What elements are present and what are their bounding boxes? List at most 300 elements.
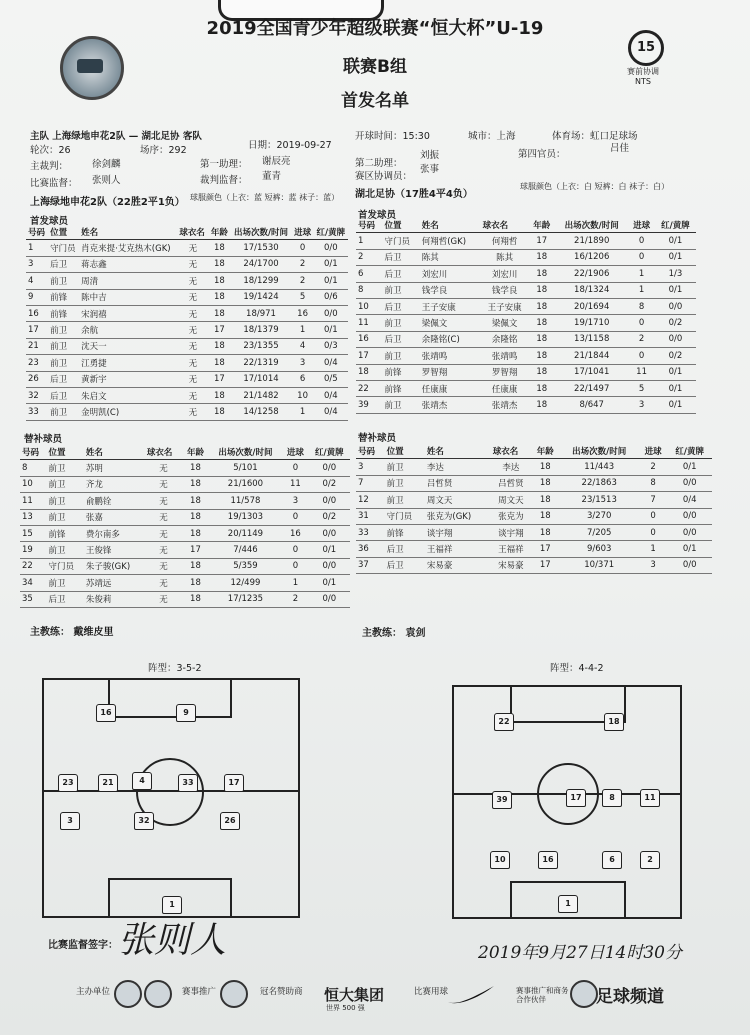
table-cell: 0 bbox=[628, 315, 655, 331]
table-cell: 前卫 bbox=[383, 348, 420, 364]
table-cell: 18 bbox=[182, 558, 209, 574]
table-cell: 张靖杰 bbox=[481, 397, 529, 413]
table-cell: 8/647 bbox=[555, 397, 628, 413]
table-cell: 前卫 bbox=[383, 315, 420, 331]
table-cell: 19/1303 bbox=[209, 509, 282, 525]
table-cell: 21 bbox=[26, 338, 48, 354]
table-cell: 1 bbox=[628, 282, 655, 298]
table-cell: 费尔南多 bbox=[84, 525, 145, 541]
column-header: 位置 bbox=[383, 217, 420, 233]
table-cell: 18 bbox=[182, 460, 209, 476]
ar1-label: 第一助理： bbox=[200, 159, 248, 170]
column-header: 出场次数/时间 bbox=[230, 224, 291, 240]
table-cell: 前卫 bbox=[47, 460, 84, 476]
table-cell: 前锋 bbox=[383, 380, 420, 396]
table-cell: 19/1424 bbox=[230, 289, 291, 305]
table-cell: 1 bbox=[292, 322, 314, 338]
table-cell: 18 bbox=[208, 338, 230, 354]
table-cell: 32 bbox=[26, 387, 48, 403]
table-cell: 0/4 bbox=[314, 355, 348, 371]
player-shirt-icon: 16 bbox=[96, 704, 116, 722]
table-cell: 18 bbox=[356, 364, 383, 380]
table-cell: 17/1235 bbox=[209, 591, 282, 607]
player-shirt-icon: 23 bbox=[58, 774, 78, 792]
table-cell: 谈宇翔 bbox=[491, 524, 531, 540]
table-cell: 0/5 bbox=[314, 371, 348, 387]
table-cell: 0 bbox=[282, 460, 309, 476]
table-cell: 梁佩文 bbox=[420, 315, 481, 331]
table-cell: 18 bbox=[529, 266, 556, 282]
table-cell: 18/1324 bbox=[555, 282, 628, 298]
table-cell: 周文天 bbox=[425, 492, 491, 508]
table-cell: 无 bbox=[145, 460, 182, 476]
table-cell: 齐龙 bbox=[84, 476, 145, 492]
table-cell: 前卫 bbox=[47, 542, 84, 558]
table-cell: 无 bbox=[177, 240, 208, 256]
table-cell: 0/2 bbox=[309, 509, 350, 525]
table-cell: 3 bbox=[356, 459, 385, 475]
table-cell: 11 bbox=[356, 315, 383, 331]
table-cell: 无 bbox=[145, 575, 182, 591]
table-cell: 39 bbox=[356, 397, 383, 413]
column-header: 位置 bbox=[48, 224, 79, 240]
table-cell: 0 bbox=[639, 524, 668, 540]
table-cell: 无 bbox=[177, 371, 208, 387]
table-cell: 11/443 bbox=[560, 459, 639, 475]
column-header: 进球 bbox=[628, 217, 655, 233]
table-cell: 18 bbox=[208, 305, 230, 321]
table-cell: 3/270 bbox=[560, 508, 639, 524]
table-cell: 前卫 bbox=[385, 459, 425, 475]
table-row bbox=[26, 404, 348, 420]
table-cell: 无 bbox=[177, 387, 208, 403]
ref-assessor-label: 裁判监督： bbox=[200, 175, 248, 186]
table-cell: 22 bbox=[356, 380, 383, 396]
table-cell: 11/578 bbox=[209, 493, 282, 509]
column-header: 号码 bbox=[26, 224, 48, 240]
table-cell: 张克为 bbox=[491, 508, 531, 524]
table-cell: 36 bbox=[356, 541, 385, 557]
table-cell: 1 bbox=[26, 240, 48, 256]
table-cell: 7/446 bbox=[209, 542, 282, 558]
sponsor-name: 恒大集团 bbox=[324, 986, 385, 1004]
title-line-2: 联赛B组 bbox=[343, 57, 407, 77]
table-cell: 宋润禧 bbox=[79, 305, 177, 321]
away-subs-table bbox=[356, 443, 712, 574]
player-shirt-icon: 8 bbox=[602, 789, 622, 807]
table-cell: 17 bbox=[531, 557, 560, 573]
table-cell: 0 bbox=[292, 240, 314, 256]
column-header: 出场次数/时间 bbox=[555, 217, 628, 233]
table-cell: 前卫 bbox=[383, 397, 420, 413]
table-cell: 后卫 bbox=[48, 256, 79, 272]
table-cell: 无 bbox=[145, 493, 182, 509]
table-cell: 沈天一 bbox=[79, 338, 177, 354]
table-cell: 18 bbox=[208, 404, 230, 420]
table-cell: 11 bbox=[20, 493, 47, 509]
table-cell: 陈中吉 bbox=[79, 289, 177, 305]
table-cell: 0 bbox=[639, 508, 668, 524]
player-shirt-icon: 2 bbox=[640, 851, 660, 869]
column-header: 号码 bbox=[356, 443, 385, 459]
table-cell: 余隆铭 bbox=[481, 331, 529, 347]
table-row bbox=[356, 266, 696, 282]
match-number: 场序：292 bbox=[140, 145, 187, 156]
table-cell: 无 bbox=[177, 355, 208, 371]
table-cell: 12 bbox=[356, 492, 385, 508]
supervisor-name: 张则人 bbox=[92, 175, 121, 186]
table-cell: 22/1319 bbox=[230, 355, 291, 371]
supervisor-signature-label: 比赛监督签字： bbox=[48, 940, 118, 951]
table-cell: 10 bbox=[292, 387, 314, 403]
table-cell: 1 bbox=[639, 541, 668, 557]
table-cell: 3 bbox=[639, 557, 668, 573]
table-cell: 无 bbox=[145, 509, 182, 525]
table-cell: 6 bbox=[356, 266, 383, 282]
table-cell: 无 bbox=[177, 404, 208, 420]
table-cell: 22 bbox=[20, 558, 47, 574]
table-cell: 后卫 bbox=[385, 541, 425, 557]
player-shirt-icon: 1 bbox=[162, 896, 182, 914]
table-cell: 1 bbox=[292, 404, 314, 420]
table-cell: 江勇捷 bbox=[79, 355, 177, 371]
table-row bbox=[356, 298, 696, 314]
table-cell: 7 bbox=[356, 475, 385, 491]
table-cell: 无 bbox=[177, 256, 208, 272]
table-cell: 0/4 bbox=[314, 404, 348, 420]
table-cell: 26 bbox=[26, 371, 48, 387]
table-cell: 17 bbox=[208, 371, 230, 387]
table-cell: 1 bbox=[356, 233, 383, 249]
table-cell: 0/1 bbox=[655, 397, 696, 413]
player-shirt-icon: 11 bbox=[640, 789, 660, 807]
table-cell: 前卫 bbox=[385, 492, 425, 508]
fourth-official-name: 吕佳 bbox=[610, 143, 630, 154]
ref-assessor-name: 董青 bbox=[262, 171, 282, 182]
table-cell: 33 bbox=[356, 524, 385, 540]
column-header: 年龄 bbox=[531, 443, 560, 459]
ar2-name: 刘振 bbox=[420, 150, 440, 161]
title-line-1: 2019全国青少年超级联赛“恒大杯”U-19 bbox=[206, 18, 544, 39]
player-shirt-icon: 10 bbox=[490, 851, 510, 869]
column-header: 年龄 bbox=[529, 217, 556, 233]
table-cell: 9/603 bbox=[560, 541, 639, 557]
table-cell: 0/0 bbox=[655, 331, 696, 347]
table-row bbox=[26, 338, 348, 354]
table-cell: 5 bbox=[628, 380, 655, 396]
table-cell: 0/0 bbox=[309, 460, 350, 476]
table-cell: 前锋 bbox=[47, 525, 84, 541]
table-row bbox=[20, 525, 350, 541]
table-cell: 18 bbox=[531, 475, 560, 491]
table-cell: 5 bbox=[292, 289, 314, 305]
partner-label: 赛事推广和商务合作伙伴 bbox=[516, 986, 569, 1004]
player-shirt-icon: 32 bbox=[134, 812, 154, 830]
league-badge-number: 15 bbox=[628, 30, 664, 66]
table-cell: 0/4 bbox=[314, 387, 348, 403]
table-cell: 0/1 bbox=[655, 380, 696, 396]
table-cell: 张靖杰 bbox=[420, 397, 481, 413]
player-shirt-icon: 4 bbox=[132, 772, 152, 790]
referee-name: 徐剑麟 bbox=[92, 159, 121, 170]
table-cell: 18 bbox=[529, 397, 556, 413]
table-cell: 守门员 bbox=[47, 558, 84, 574]
table-cell: 18/1299 bbox=[230, 273, 291, 289]
table-cell: 0/0 bbox=[667, 475, 712, 491]
table-cell: 22/1863 bbox=[560, 475, 639, 491]
table-cell: 2 bbox=[292, 273, 314, 289]
channel-emblem-icon bbox=[570, 980, 598, 1008]
table-row bbox=[356, 524, 712, 540]
table-cell: 19 bbox=[20, 542, 47, 558]
table-cell: 22/1497 bbox=[555, 380, 628, 396]
home-coach: 主教练： 戴维皮里 bbox=[30, 627, 114, 638]
table-cell: 无 bbox=[145, 542, 182, 558]
table-cell: 无 bbox=[177, 289, 208, 305]
table-row bbox=[356, 249, 696, 265]
table-cell: 18 bbox=[208, 387, 230, 403]
home-kit-colors: 球服颜色（上衣：蓝 短裤：蓝 袜子：蓝） bbox=[190, 193, 340, 202]
table-row bbox=[26, 322, 348, 338]
table-row bbox=[356, 475, 712, 491]
table-cell: 24/1700 bbox=[230, 256, 291, 272]
match-title: 主队 上海绿地申花2队 — 湖北足协 客队 bbox=[30, 131, 202, 142]
table-cell: 16/1206 bbox=[555, 249, 628, 265]
table-row bbox=[20, 460, 350, 476]
table-row bbox=[356, 459, 712, 475]
table-cell: 0/1 bbox=[309, 542, 350, 558]
table-row bbox=[20, 591, 350, 607]
table-cell: 18 bbox=[208, 355, 230, 371]
table-row bbox=[356, 331, 696, 347]
table-row bbox=[26, 371, 348, 387]
table-cell: 张靖鸣 bbox=[420, 348, 481, 364]
table-cell: 前卫 bbox=[48, 355, 79, 371]
table-cell: 何翔哲 bbox=[481, 233, 529, 249]
player-shirt-icon: 6 bbox=[602, 851, 622, 869]
table-cell: 无 bbox=[177, 273, 208, 289]
fourth-official-label: 第四官员： bbox=[518, 149, 566, 160]
away-subs-label: 替补球员 bbox=[358, 433, 397, 444]
table-row bbox=[20, 542, 350, 558]
table-cell: 刘宏川 bbox=[481, 266, 529, 282]
table-cell: 21/1890 bbox=[555, 233, 628, 249]
away-coach: 主教练： 袁剑 bbox=[362, 628, 426, 639]
table-cell: 陈其 bbox=[420, 249, 481, 265]
player-shirt-icon: 3 bbox=[60, 812, 80, 830]
table-cell: 17 bbox=[208, 322, 230, 338]
table-cell: 0/1 bbox=[655, 364, 696, 380]
table-cell: 王福祥 bbox=[491, 541, 531, 557]
table-cell: 0 bbox=[628, 233, 655, 249]
table-cell: 9 bbox=[26, 289, 48, 305]
table-cell: 0/2 bbox=[655, 315, 696, 331]
table-cell: 朱启文 bbox=[79, 387, 177, 403]
table-cell: 张嘉 bbox=[84, 509, 145, 525]
home-formation: 阵型：3-5-2 bbox=[148, 663, 202, 674]
table-cell: 吕哲贤 bbox=[491, 475, 531, 491]
table-cell: 12/499 bbox=[209, 575, 282, 591]
table-cell: 前锋 bbox=[48, 289, 79, 305]
column-header: 红/黄牌 bbox=[667, 443, 712, 459]
table-cell: 前卫 bbox=[47, 493, 84, 509]
table-cell: 8 bbox=[639, 475, 668, 491]
table-cell: 2 bbox=[639, 459, 668, 475]
table-cell: 王子安康 bbox=[481, 298, 529, 314]
table-cell: 17 bbox=[356, 348, 383, 364]
city: 城市：上海 bbox=[468, 131, 516, 142]
column-header: 进球 bbox=[639, 443, 668, 459]
column-header: 球衣名 bbox=[481, 217, 529, 233]
table-row bbox=[20, 509, 350, 525]
table-cell: 0 bbox=[282, 558, 309, 574]
table-cell: 守门员 bbox=[383, 233, 420, 249]
table-cell: 0 bbox=[628, 348, 655, 364]
table-cell: 周文天 bbox=[491, 492, 531, 508]
table-cell: 17 bbox=[26, 322, 48, 338]
table-cell: 4 bbox=[26, 273, 48, 289]
column-header: 号码 bbox=[20, 444, 47, 460]
column-header: 年龄 bbox=[208, 224, 230, 240]
venue: 体育场：虹口足球场 bbox=[552, 131, 638, 142]
home-subs-table bbox=[20, 444, 350, 608]
table-cell: 王子安康 bbox=[420, 298, 481, 314]
table-cell: 3 bbox=[292, 355, 314, 371]
table-row bbox=[26, 289, 348, 305]
player-shirt-icon: 33 bbox=[178, 774, 198, 792]
table-cell: 0/0 bbox=[309, 558, 350, 574]
coordinator-name: 张事 bbox=[420, 164, 440, 175]
host-emblem-icon bbox=[114, 980, 142, 1008]
table-cell: 18 bbox=[182, 509, 209, 525]
sponsor-subtitle: 世界 500 强 bbox=[326, 1004, 365, 1012]
table-cell: 0/1 bbox=[314, 256, 348, 272]
table-cell: 3 bbox=[282, 493, 309, 509]
table-cell: 1 bbox=[628, 266, 655, 282]
column-header: 姓名 bbox=[420, 217, 481, 233]
table-cell: 7 bbox=[639, 492, 668, 508]
table-cell: 18 bbox=[208, 273, 230, 289]
table-cell: 18 bbox=[182, 493, 209, 509]
home-team-name: 上海绿地申花2队（22胜2平1负） bbox=[30, 197, 185, 208]
league-badge-text: 赛前协调 NTS bbox=[627, 67, 659, 86]
table-cell: 朱子骏(GK) bbox=[84, 558, 145, 574]
table-cell: 罗智翔 bbox=[420, 364, 481, 380]
kickoff-time: 开球时间：15:30 bbox=[355, 131, 430, 142]
home-starters-label: 首发球员 bbox=[30, 216, 69, 227]
table-cell: 0/1 bbox=[314, 322, 348, 338]
table-cell: 金明凯(C) bbox=[79, 404, 177, 420]
table-cell: 后卫 bbox=[48, 387, 79, 403]
table-cell: 21/1600 bbox=[209, 476, 282, 492]
table-cell: 无 bbox=[145, 591, 182, 607]
swoosh-logo-icon bbox=[446, 984, 496, 1006]
table-cell: 17/1014 bbox=[230, 371, 291, 387]
table-cell: 周清 bbox=[79, 273, 177, 289]
player-shirt-icon: 21 bbox=[98, 774, 118, 792]
column-header: 红/黄牌 bbox=[309, 444, 350, 460]
table-row bbox=[356, 380, 696, 396]
table-cell: 余航 bbox=[79, 322, 177, 338]
table-cell: 谈宇翔 bbox=[425, 524, 491, 540]
table-cell: 0/1 bbox=[667, 541, 712, 557]
host-label: 主办单位 bbox=[76, 987, 111, 997]
table-cell: 5/359 bbox=[209, 558, 282, 574]
table-cell: 0 bbox=[628, 249, 655, 265]
table-cell: 无 bbox=[145, 476, 182, 492]
table-cell: 李达 bbox=[425, 459, 491, 475]
player-shirt-icon: 9 bbox=[176, 704, 196, 722]
table-cell: 17/1041 bbox=[555, 364, 628, 380]
table-cell: 余隆铭(C) bbox=[420, 331, 481, 347]
table-row bbox=[356, 541, 712, 557]
signed-datetime: 2019年9月27日14时30分 bbox=[478, 943, 682, 963]
table-row bbox=[356, 492, 712, 508]
table-cell: 7/205 bbox=[560, 524, 639, 540]
table-cell: 23/1355 bbox=[230, 338, 291, 354]
table-cell: 18 bbox=[529, 315, 556, 331]
table-cell: 2 bbox=[356, 249, 383, 265]
away-starters-label: 首发球员 bbox=[358, 210, 397, 221]
table-row bbox=[356, 557, 712, 573]
table-cell: 宋易豪 bbox=[491, 557, 531, 573]
table-cell: 23/1513 bbox=[560, 492, 639, 508]
table-cell: 0/1 bbox=[655, 249, 696, 265]
table-cell: 肖克来提·艾克热木(GK) bbox=[79, 240, 177, 256]
table-cell: 苏靖远 bbox=[84, 575, 145, 591]
table-cell: 前卫 bbox=[48, 322, 79, 338]
table-cell: 6 bbox=[292, 371, 314, 387]
table-cell: 0/0 bbox=[314, 240, 348, 256]
player-shirt-icon: 17 bbox=[566, 789, 586, 807]
table-row bbox=[356, 348, 696, 364]
table-cell: 18 bbox=[208, 289, 230, 305]
table-row bbox=[20, 558, 350, 574]
table-cell: 22/1906 bbox=[555, 266, 628, 282]
table-cell: 朱俊莉 bbox=[84, 591, 145, 607]
table-cell: 0/1 bbox=[309, 575, 350, 591]
table-cell: 21/1482 bbox=[230, 387, 291, 403]
player-shirt-icon: 1 bbox=[558, 895, 578, 913]
table-header-row bbox=[356, 443, 712, 459]
home-pitch-diagram bbox=[42, 678, 300, 918]
table-cell: 前卫 bbox=[47, 476, 84, 492]
table-cell: 前卫 bbox=[47, 575, 84, 591]
table-cell: 10 bbox=[20, 476, 47, 492]
column-header: 球衣名 bbox=[177, 224, 208, 240]
table-cell: 前锋 bbox=[385, 524, 425, 540]
table-cell: 11 bbox=[628, 364, 655, 380]
table-cell: 前锋 bbox=[383, 364, 420, 380]
table-cell: 李达 bbox=[491, 459, 531, 475]
table-cell: 0/0 bbox=[667, 524, 712, 540]
table-cell: 18 bbox=[529, 331, 556, 347]
table-cell: 4 bbox=[292, 338, 314, 354]
table-cell: 张靖鸣 bbox=[481, 348, 529, 364]
table-cell: 任康康 bbox=[420, 380, 481, 396]
title-line-3: 首发名单 bbox=[341, 91, 409, 111]
table-cell: 37 bbox=[356, 557, 385, 573]
table-cell: 后卫 bbox=[383, 266, 420, 282]
table-cell: 无 bbox=[145, 525, 182, 541]
home-subs-label: 替补球员 bbox=[24, 434, 63, 445]
column-header: 年龄 bbox=[182, 444, 209, 460]
away-starters-table bbox=[356, 217, 696, 414]
table-cell: 14/1258 bbox=[230, 404, 291, 420]
table-row bbox=[356, 508, 712, 524]
table-row bbox=[20, 575, 350, 591]
table-cell: 18 bbox=[529, 282, 556, 298]
